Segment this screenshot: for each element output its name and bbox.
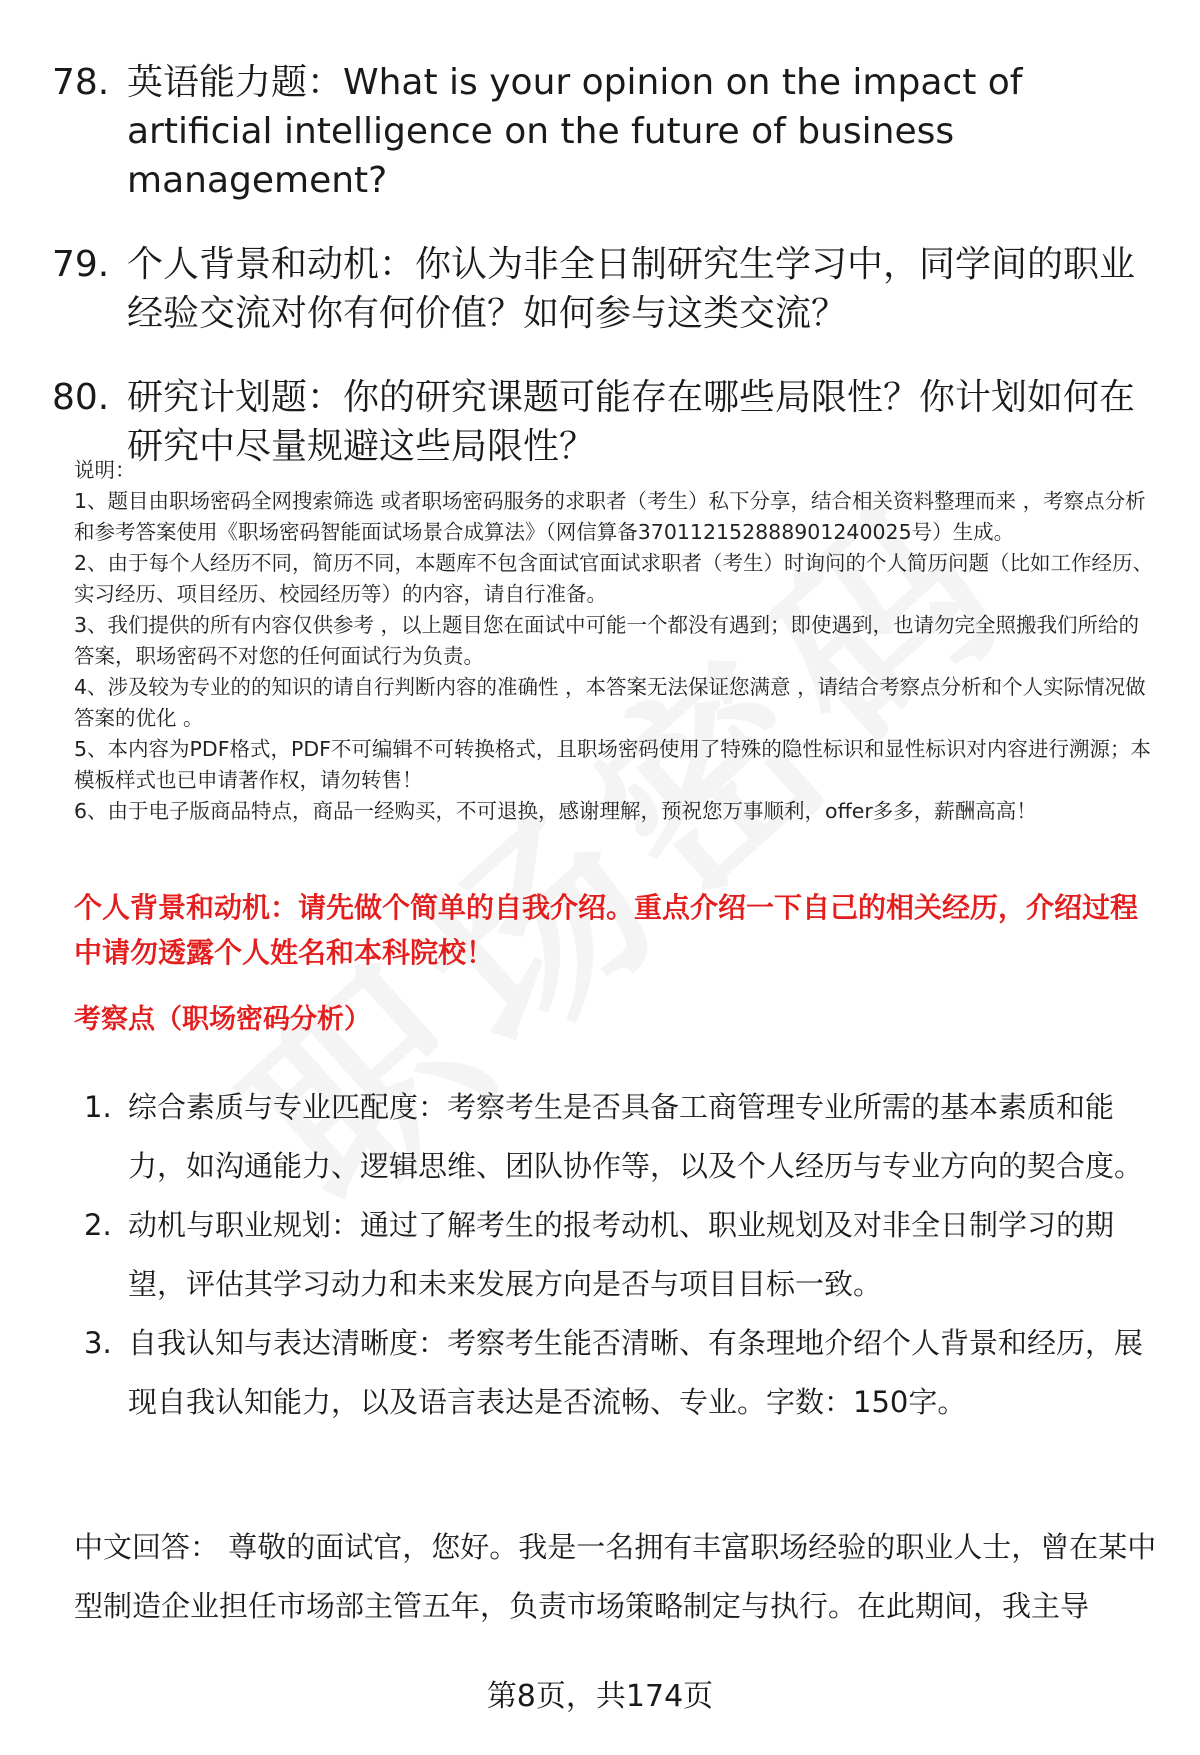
point-number: 2. — [84, 1208, 112, 1242]
question-text: 研究计划题：你的研究课题可能存在哪些局限性？你计划如何在研究中尽量规避这些局限性？ — [127, 377, 1136, 467]
note-item: 3、我们提供的所有内容仅供参考 ，以上题目您在面试中可能一个都没有遇到；即使遇到，也请勿完全照搬我们所给的答案，职场密码不对您的任何面试行为负责。 — [74, 613, 1140, 668]
note-item: 2、由于每个人经历不同，简历不同，本题库不包含面试官面试求职者（考生）时询问的个人简历问题（比如工作经历、实习经历、项目经历、校园经历等）的内容，请自行准备。 — [74, 551, 1154, 606]
note-item: 4、涉及较为专业的的知识的请自行判断内容的准确性 ，本答案无法保证您满意 ，请结合考察点分析和个人实际情况做答案的优化 。 — [74, 675, 1146, 730]
notes-section — [74, 455, 1159, 827]
analysis-title: 考察点（职场密码分析） — [74, 1004, 371, 1035]
point-number: 1. — [84, 1090, 112, 1124]
analysis-points — [84, 1078, 1154, 1432]
question-number: 78. — [52, 62, 110, 103]
question-item — [52, 240, 1162, 338]
question-number: 79. — [52, 244, 110, 285]
question-number: 80. — [52, 377, 110, 418]
note-item: 5、本内容为PDF格式，PDF不可编辑不可转换格式，且职场密码使用了特殊的隐性标识和显性标识对内容进行溯源；本模板样式也已申请著作权，请勿转售！ — [74, 737, 1151, 792]
page-footer: 第8页，共174页 — [486, 1679, 714, 1714]
highlight-question: 个人背景和动机：请先做个简单的自我介绍。重点介绍一下自己的相关经历，介绍过程中请勿透露个人姓名和本科院校！ — [74, 891, 1139, 969]
point-number: 3. — [84, 1326, 112, 1360]
question-text: 英语能力题：What is your opinion on the impact of artificial intelligence on the future of business management? — [127, 62, 1023, 201]
point-text: 自我认知与表达清晰度：考察考生能否清晰、有条理地介绍个人背景和经历，展现自我认知能力，以及语言表达是否流畅、专业。字数：150字。 — [128, 1326, 1144, 1419]
point-text: 动机与职业规划：通过了解考生的报考动机、职业规划及对非全日制学习的期望，评估其学习动力和未来发展方向是否与项目目标一致。 — [128, 1208, 1115, 1301]
point-text: 综合素质与专业匹配度：考察考生是否具备工商管理专业所需的基本素质和能力，如沟通能力、逻辑思维、团队协作等，以及个人经历与专业方向的契合度。 — [128, 1090, 1144, 1183]
analysis-point — [84, 1314, 1154, 1432]
question-list — [52, 58, 1162, 506]
question-item — [52, 58, 1162, 205]
note-item: 1、题目由职场密码全网搜索筛选 或者职场密码服务的求职者（考生）私下分享，结合相关资料整理而来 ，考察点分析和参考答案使用《职场密码智能面试场景合成算法》（网信算备370112152888901240025号）生成。 — [74, 489, 1146, 544]
notes-title: 说明： — [74, 458, 136, 482]
analysis-point — [84, 1196, 1154, 1314]
analysis-point — [84, 1078, 1154, 1196]
note-item: 6、由于电子版商品特点，商品一经购买，不可退换，感谢理解，预祝您万事顺利，offer多多，薪酬高高！ — [74, 799, 1037, 823]
question-text: 个人背景和动机：你认为非全日制研究生学习中，同学间的职业经验交流对你有何价值？如何参与这类交流？ — [127, 244, 1136, 334]
answer-text: 中文回答： 尊敬的面试官，您好。我是一名拥有丰富职场经验的职业人士，曾在某中型制造企业担任市场部主管五年，负责市场策略制定与执行。在此期间，我主导 — [74, 1530, 1157, 1623]
